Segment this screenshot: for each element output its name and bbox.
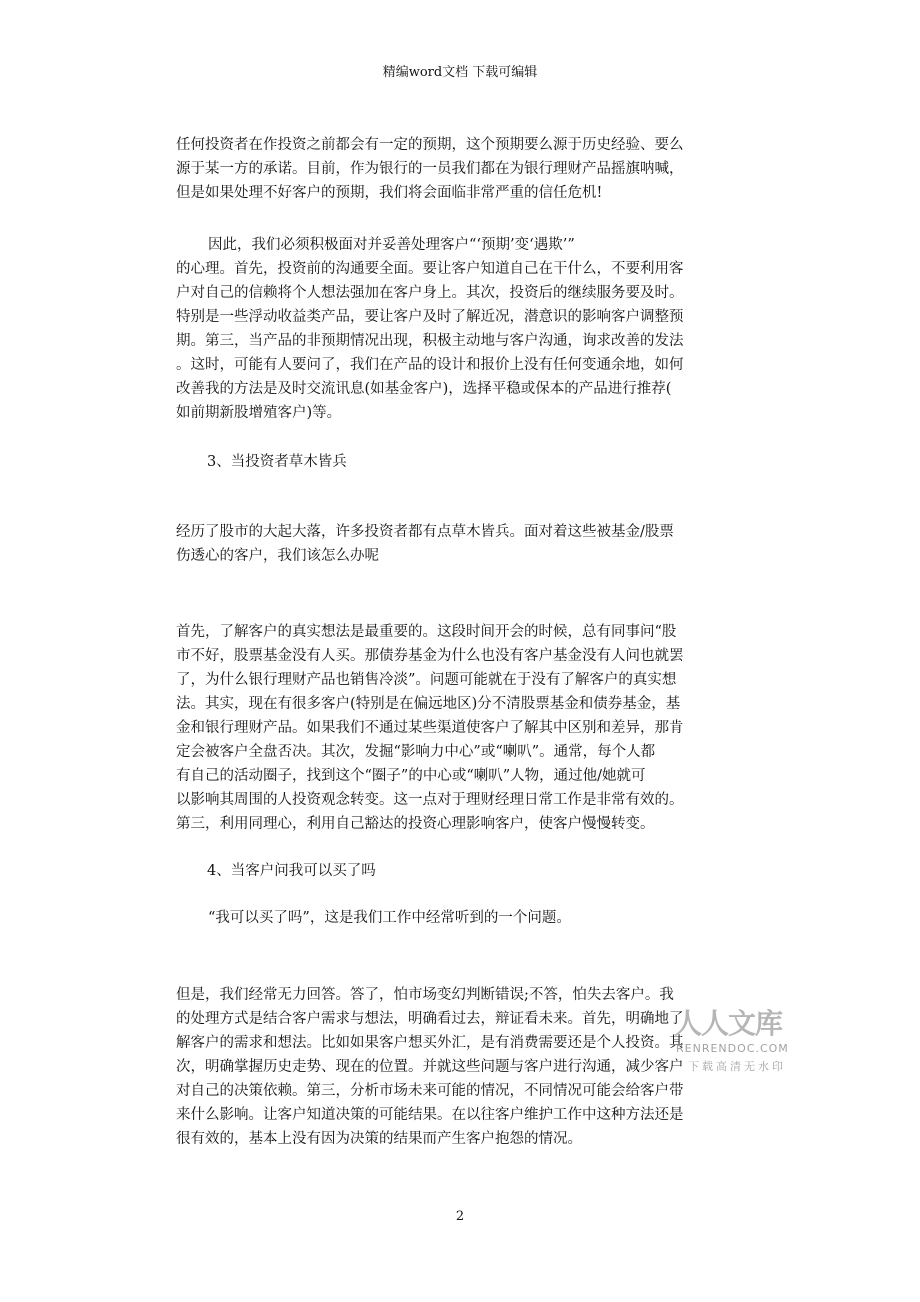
paragraph-line: 但是如果处理不好客户的预期，我们将会面临非常严重的信任危机! bbox=[176, 185, 603, 201]
paragraph-line: 第三，利用同理心，利用自己豁达的投资心理影响客户，使客户慢慢转变。 bbox=[176, 816, 655, 832]
paragraph-line: 金和银行理财产品。如果我们不通过某些渠道使客户了解其中区别和差异，那肯 bbox=[176, 720, 684, 736]
page-header: 精编word文档 下载可编辑 bbox=[382, 65, 538, 80]
paragraph-line: 改善我的方法是及时交流讯息(如基金客户)，选择平稳或保本的产品进行推荐( bbox=[176, 381, 672, 397]
paragraph-line: 有自己的活动圈子，找到这个“圈子”的中心或“喇叭”人物，通过他/她就可 bbox=[176, 768, 646, 784]
watermark-logo: 人人文库 bbox=[674, 1007, 783, 1040]
page-number: 2 bbox=[455, 1209, 465, 1224]
paragraph-line: 来什么影响。让客户知道决策的可能结果。在以往客户维护工作中这种方法还是 bbox=[176, 1107, 684, 1123]
paragraph-line: 很有效的，基本上没有因为决策的结果而产生客户抱怨的情况。 bbox=[176, 1131, 582, 1147]
paragraph-line: 但是，我们经常无力回答。答了，怕市场变幻判断错误;不答，怕失去客户。我 bbox=[176, 987, 674, 1003]
section-heading-4: 4、当客户问我可以买了吗 bbox=[207, 863, 376, 879]
paragraph-line: “我可以买了吗”，这是我们工作中经常听到的一个问题。 bbox=[208, 910, 571, 926]
paragraph-line: 市不好，股票基金没有人买。那债券基金为什么也没有客户基金没有人问也就罢 bbox=[176, 648, 684, 664]
paragraph-line: 定会被客户全盘否决。其次，发掘“影响力中心”或“喇叭”。通常，每个人都 bbox=[176, 744, 656, 760]
paragraph-line: 法。其实，现在有很多客户(特别是在偏远地区)分不清股票基金和债券基金，基 bbox=[176, 696, 681, 712]
paragraph-line: 特别是一些浮动收益类产品，要让客户及时了解近况，潜意识的影响客户调整预 bbox=[176, 309, 684, 325]
paragraph-6 bbox=[176, 983, 748, 1151]
paragraph-line: 的处理方式是结合客户需求与想法，明确看过去，辩证看未来。首先，明确地了 bbox=[176, 1011, 684, 1027]
paragraph-line: 如前期新股增殖客户)等。 bbox=[176, 405, 342, 421]
watermark-url: RENRENDOC.COM bbox=[676, 1042, 789, 1055]
paragraph-line: 解客户的需求和想法。比如如果客户想买外汇，是有消费需要还是个人投资。其 bbox=[176, 1035, 684, 1051]
paragraph-5 bbox=[176, 906, 748, 930]
watermark-subtitle: 下载高清无水印 bbox=[688, 1060, 786, 1073]
section-heading-3: 3、当投资者草木皆兵 bbox=[207, 454, 347, 470]
paragraph-2 bbox=[176, 233, 748, 425]
paragraph-line: 经历了股市的大起大落，许多投资者都有点草木皆兵。面对着这些被基金/股票 bbox=[176, 524, 674, 540]
paragraph-line: 以影响其周围的人投资观念转变。这一点对于理财经理日常工作是非常有效的。 bbox=[176, 792, 684, 808]
paragraph-line: 对自己的决策依赖。第三，分析市场未来可能的情况，不同情况可能会给客户带 bbox=[176, 1083, 684, 1099]
paragraph-line: 的心理。首先，投资前的沟通要全面。要让客户知道自己在干什么，不要利用客 bbox=[176, 261, 684, 277]
paragraph-1 bbox=[176, 133, 748, 205]
paragraph-line: 了，为什么银行理财产品也销售冷淡”。问题可能就在于没有了解客户的真实想 bbox=[176, 672, 677, 688]
paragraph-line: 次，明确掌握历史走势、现在的位置。并就这些问题与客户进行沟通，减少客户 bbox=[176, 1059, 684, 1075]
paragraph-line: 户对自己的信赖将个人想法强加在客户身上。其次，投资后的继续服务要及时。 bbox=[176, 285, 684, 301]
paragraph-line: 。这时，可能有人要问了，我们在产品的设计和报价上没有任何变通余地，如何 bbox=[176, 357, 684, 373]
paragraph-4 bbox=[176, 620, 748, 836]
paragraph-line: 因此，我们必须积极面对并妥善处理客户“‘预期’变‘遇欺’” bbox=[208, 237, 575, 253]
paragraph-line: 首先，了解客户的真实想法是最重要的。这段时间开会的时候，总有同事问“股 bbox=[176, 624, 677, 640]
paragraph-line: 期。第三，当产品的非预期情况出现，积极主动地与客户沟通，询求改善的发法 bbox=[176, 333, 684, 349]
paragraph-line: 源于某一方的承诺。目前，作为银行的一员我们都在为银行理财产品摇旗呐喊， bbox=[176, 161, 684, 177]
paragraph-3 bbox=[176, 520, 748, 568]
paragraph-line: 任何投资者在作投资之前都会有一定的预期，这个预期要么源于历史经验、要么 bbox=[176, 137, 684, 153]
paragraph-line: 伤透心的客户，我们该怎么办呢 bbox=[176, 548, 379, 564]
